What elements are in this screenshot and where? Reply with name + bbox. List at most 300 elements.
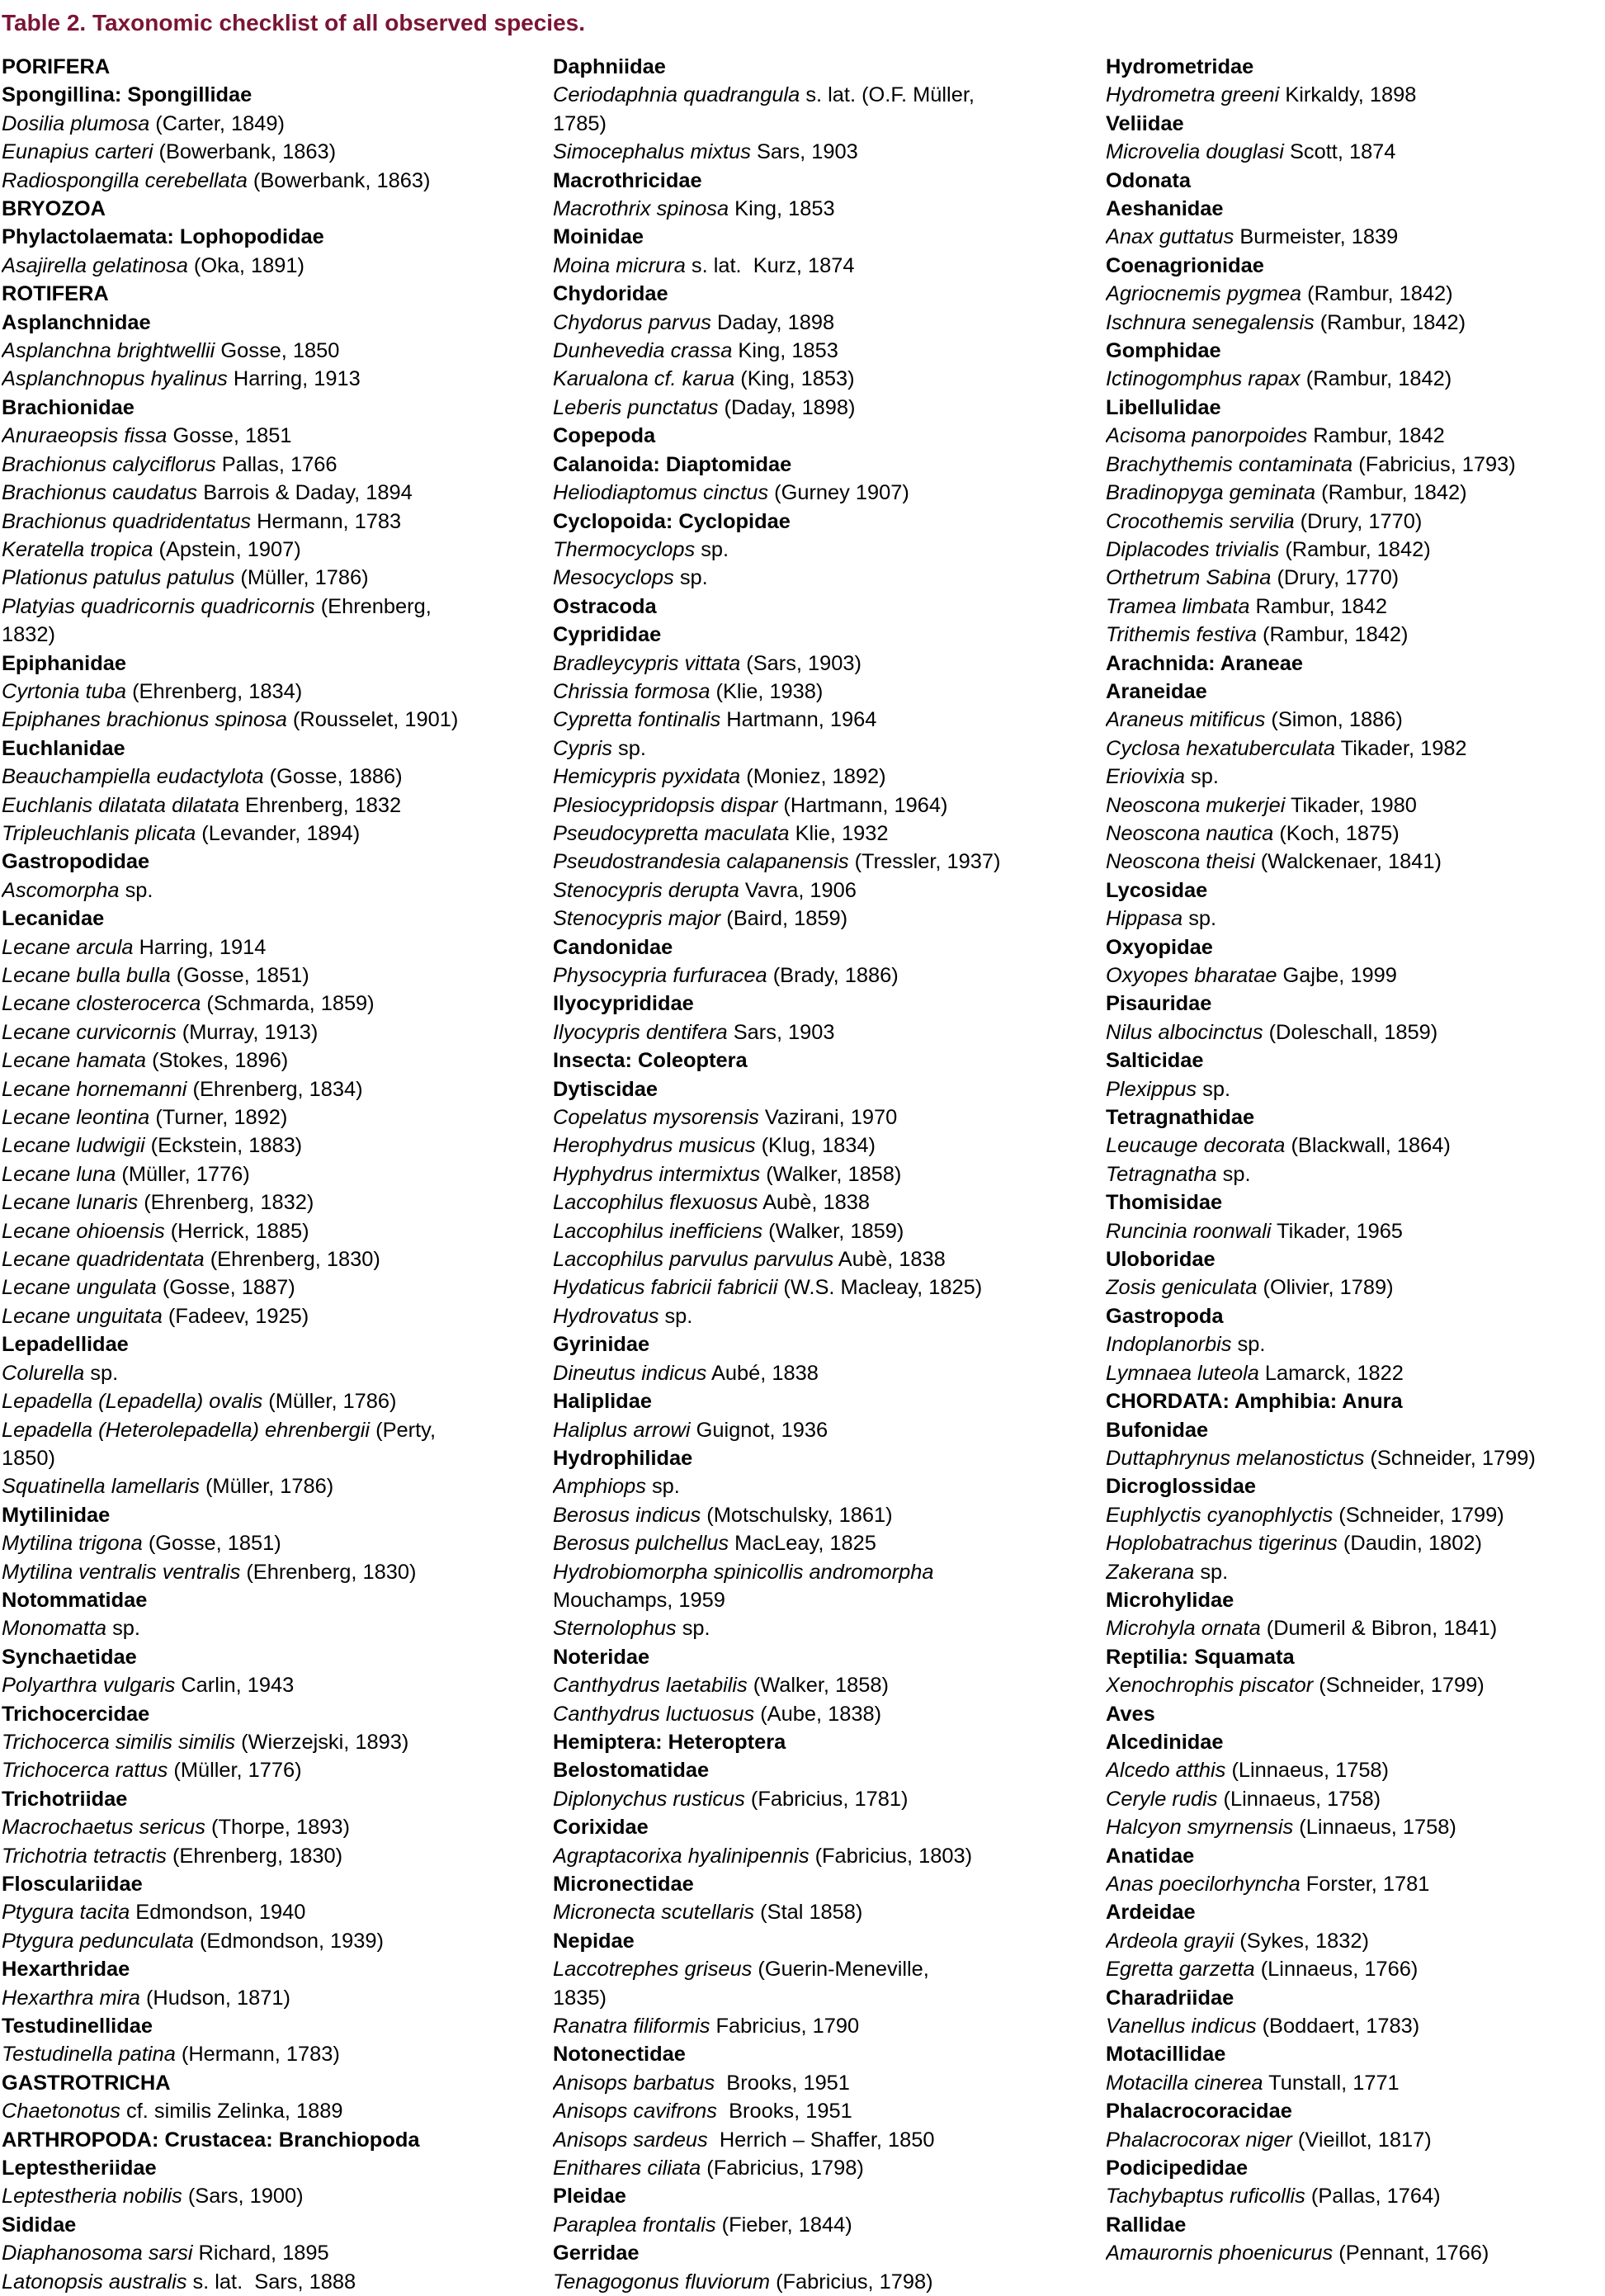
- species-name: Eunapius carteri: [2, 140, 153, 164]
- species-authority: (Levander, 1894): [196, 821, 361, 845]
- species-entry: [553, 1302, 1081, 1330]
- species-name: Ascomorpha: [2, 878, 120, 902]
- species-name: Halcyon smyrnensis: [1106, 1816, 1294, 1840]
- species-authority: (Bowerbank, 1863): [247, 168, 431, 192]
- species-entry: [2, 1160, 530, 1188]
- species-entry: [1106, 621, 1601, 649]
- taxon-heading: Brachionidae: [2, 395, 135, 419]
- species-name: Lecane bulla bulla: [2, 964, 171, 987]
- species-entry: [2, 1273, 530, 1302]
- species-entry: [1106, 1870, 1601, 1898]
- taxon-heading: Ardeidae: [1106, 1901, 1196, 1925]
- species-authority: Barrois & Daday, 1894: [197, 481, 413, 505]
- taxon-heading: Candonidae: [553, 935, 673, 959]
- taxon-heading: Belostomatidae: [553, 1759, 710, 1783]
- species-entry: [553, 1359, 1081, 1387]
- species-name: Ptygura pedunculata: [2, 1929, 194, 1953]
- taxon-heading: Libellulidae: [1106, 395, 1221, 419]
- species-name: Ardeola grayii: [1106, 1929, 1234, 1953]
- species-name: Karualona cf. karua: [553, 367, 735, 391]
- species-authority: (Thorpe, 1893): [205, 1816, 350, 1840]
- species-name: Eriovixia: [1106, 765, 1185, 789]
- species-name: Crocothemis servilia: [1106, 509, 1295, 533]
- species-name: Lecane lunaris: [2, 1191, 139, 1215]
- species-authority: (Daday, 1898): [718, 395, 856, 419]
- species-entry: [2, 1018, 530, 1046]
- species-entry: [2, 451, 530, 479]
- species-authority: (Vieillot, 1817): [1291, 2128, 1432, 2152]
- species-name: Neoscona theisi: [1106, 850, 1255, 874]
- species-authority: (Hartmann, 1964): [777, 793, 948, 817]
- species-entry: [1106, 1444, 1601, 1472]
- species-entry: [2, 365, 530, 393]
- species-entry: [2, 1416, 530, 1444]
- species-name: Dosilia plumosa: [2, 111, 150, 135]
- species-name: Squatinella lamellaris: [2, 1475, 200, 1499]
- species-entry: [553, 1558, 1081, 1586]
- species-name: Pseudostrandesia calapanensis: [553, 850, 849, 874]
- species-authority: (Müller, 1786): [262, 1390, 397, 1414]
- species-name: Sternolophus: [553, 1617, 677, 1641]
- species-authority: (Klie, 1938): [710, 679, 824, 703]
- species-authority: s. lat. Kurz, 1874: [685, 253, 855, 277]
- species-entry: [1106, 1501, 1601, 1529]
- species-authority: sp.: [611, 736, 646, 760]
- species-name: Plationus patulus patulus: [2, 566, 235, 590]
- species-authority: (Drury, 1770): [1294, 509, 1423, 533]
- species-entry: [553, 337, 1081, 365]
- species-name: Epiphanes brachionus spinosa: [2, 708, 287, 732]
- species-entry: [1106, 2239, 1601, 2267]
- taxon-heading: Uloboridae: [1106, 1248, 1216, 1272]
- species-name: Canthydrus luctuosus: [553, 1702, 755, 1726]
- table-caption: Table 2. Taxonomic checklist of all observed species.: [2, 10, 586, 35]
- species-authority: (Motschulsky, 1861): [701, 1503, 893, 1527]
- taxon-heading: Anatidae: [1106, 1844, 1195, 1868]
- taxon-heading: Veliidae: [1106, 111, 1184, 135]
- species-name: Ptygura tacita: [2, 1901, 130, 1925]
- species-authority: (Linnaeus, 1758): [1225, 1759, 1390, 1783]
- taxon-heading: Pisauridae: [1106, 992, 1212, 1016]
- taxon-heading: Dicroglossidae: [1106, 1475, 1257, 1499]
- species-entry: [2, 138, 530, 166]
- species-entry: [2, 1387, 530, 1415]
- taxon-heading: Gastropodidae: [2, 850, 150, 874]
- species-name: Runcinia roonwali: [1106, 1219, 1272, 1243]
- species-entry: [2, 593, 530, 621]
- species-name: Asajirella gelatinosa: [2, 253, 188, 277]
- species-entry: [553, 1671, 1081, 1699]
- species-entry: [553, 706, 1081, 734]
- species-name: Trichocerca similis similis: [2, 1730, 236, 1754]
- species-authority: King, 1853: [732, 339, 838, 363]
- species-authority: sp.: [1184, 765, 1219, 789]
- species-authority: (Sykes, 1832): [1234, 1929, 1369, 1953]
- species-entry: [1106, 1330, 1601, 1358]
- species-authority: (Fabricius, 1798): [701, 2157, 864, 2180]
- taxon-heading: Phalacrocoracidae: [1106, 2100, 1292, 2124]
- species-name: Leucauge decorata: [1106, 1134, 1286, 1158]
- species-authority: (Rambur, 1842): [1300, 367, 1452, 391]
- species-authority: Kirkaldy, 1898: [1279, 83, 1417, 107]
- taxon-heading: Microhylidae: [1106, 1588, 1234, 1612]
- taxon-heading: Trichocercidae: [2, 1702, 150, 1726]
- species-name: Polyarthra vulgaris: [2, 1674, 176, 1698]
- species-entry: [553, 2012, 1081, 2040]
- species-authority: Ehrenberg, 1832: [238, 793, 402, 817]
- species-authority: sp.: [84, 1361, 119, 1385]
- species-entry: [553, 1529, 1081, 1557]
- species-authority: (Hudson, 1871): [139, 1986, 290, 2010]
- taxon-heading: Aves: [1106, 1702, 1155, 1726]
- species-entry: [553, 252, 1081, 280]
- taxon-heading: Nepidae: [553, 1929, 635, 1953]
- species-name: Moina micrura: [553, 253, 686, 277]
- species-name: Laccophilus flexuosus: [553, 1191, 758, 1215]
- species-name: Ranatra filiformis: [553, 2015, 710, 2039]
- species-authority: Sars, 1903: [727, 1020, 835, 1044]
- species-entry: [2, 933, 530, 961]
- species-entry: [553, 1103, 1081, 1131]
- species-entry: [553, 848, 1081, 876]
- species-authority: (Müller, 1786): [199, 1475, 334, 1499]
- species-entry: [2, 2239, 530, 2267]
- taxon-heading: Salticidae: [1106, 1049, 1204, 1073]
- species-authority: (Guerin-Meneville,: [752, 1958, 929, 1982]
- taxon-heading: Hexarthridae: [2, 1958, 130, 1982]
- species-name: Duttaphrynus melanostictus: [1106, 1446, 1365, 1470]
- species-entry: [1106, 422, 1601, 450]
- species-entry: [1106, 1273, 1601, 1302]
- species-name: Motacilla cinerea: [1106, 2071, 1263, 2095]
- species-authority: Vavra, 1906: [739, 878, 857, 902]
- species-entry: [1106, 1558, 1601, 1586]
- taxon-heading: Arachnida: Araneae: [1106, 651, 1303, 675]
- species-name: Egretta garzetta: [1106, 1958, 1255, 1982]
- species-name: Berosus indicus: [553, 1503, 701, 1527]
- species-authority: Harring, 1914: [133, 935, 267, 959]
- species-name: Diaphanosoma sarsi: [2, 2242, 193, 2265]
- species-name: Hippasa: [1106, 907, 1183, 931]
- species-authority: (Gosse, 1887): [156, 1276, 295, 1300]
- species-entry: [2, 1302, 530, 1330]
- taxon-heading: Noteridae: [553, 1645, 650, 1669]
- species-authority: Pallas, 1766: [215, 452, 338, 476]
- species-entry: [2, 1728, 530, 1756]
- species-entry: [553, 536, 1081, 564]
- species-name: Brachionus quadridentatus: [2, 509, 252, 533]
- species-authority: Vazirani, 1970: [758, 1106, 898, 1130]
- species-authority: sp.: [106, 1617, 140, 1641]
- taxon-heading: Phylactolaemata: Lophopodidae: [2, 225, 324, 249]
- species-entry: [2, 1529, 530, 1557]
- species-authority: (Boddaert, 1783): [1256, 2015, 1420, 2039]
- species-entry: [2, 508, 530, 536]
- taxon-heading: Corixidae: [553, 1816, 649, 1840]
- species-authority: (Klug, 1834): [755, 1134, 876, 1158]
- taxon-heading: Hydrometridae: [1106, 55, 1254, 78]
- species-entry: [553, 1217, 1081, 1245]
- species-entry: [2, 2040, 530, 2068]
- species-name: Platyias quadricornis quadricornis: [2, 594, 315, 618]
- species-authority: sp.: [1183, 907, 1217, 931]
- species-authority: (Linnaeus, 1758): [1293, 1816, 1456, 1840]
- species-authority: sp.: [119, 878, 153, 902]
- taxon-heading: Thomisidae: [1106, 1191, 1223, 1215]
- species-authority: Tikader, 1965: [1271, 1219, 1403, 1243]
- species-name: Anisops cavifrons: [553, 2100, 717, 2124]
- taxon-heading: Epiphanidae: [2, 651, 126, 675]
- species-entry: [2, 536, 530, 564]
- species-entry: [2, 706, 530, 734]
- taxon-heading: Flosculariidae: [2, 1873, 143, 1896]
- taxon-heading: Cyclopoida: Cyclopidae: [553, 509, 791, 533]
- species-entry: [2, 337, 530, 365]
- species-entry: [1106, 706, 1601, 734]
- species-entry: [2, 763, 530, 791]
- species-entry: [1106, 593, 1601, 621]
- species-authority: (Sars, 1900): [182, 2185, 304, 2209]
- taxon-heading: Haliplidae: [553, 1390, 652, 1414]
- species-authority: (Schneider, 1799): [1333, 1503, 1504, 1527]
- species-entry: [1106, 365, 1601, 393]
- species-entry: [553, 1245, 1081, 1273]
- species-name: Ictinogomphus rapax: [1106, 367, 1301, 391]
- species-name: Macrochaetus sericus: [2, 1816, 205, 1840]
- taxon-heading: Daphniidae: [553, 55, 666, 78]
- taxon-heading: Ilyocyprididae: [553, 992, 694, 1016]
- species-authority: (W.S. Macleay, 1825): [777, 1276, 983, 1300]
- species-name: Orthetrum Sabina: [1106, 566, 1272, 590]
- species-name: Agriocnemis pygmea: [1106, 282, 1302, 306]
- species-authority: (Gurney 1907): [768, 481, 909, 505]
- species-authority: (Ehrenberg, 1834): [126, 679, 303, 703]
- taxon-heading: Notonectidae: [553, 2043, 686, 2067]
- species-name: Tramea limbata: [1106, 594, 1250, 618]
- species-authority: sp.: [1216, 1162, 1251, 1186]
- taxon-heading: Cyprididae: [553, 623, 662, 647]
- species-entry: [2, 990, 530, 1018]
- species-authority: (Gosse, 1851): [170, 964, 309, 987]
- species-name: Neoscona mukerjei: [1106, 793, 1286, 817]
- species-name: Berosus pulchellus: [553, 1532, 729, 1556]
- species-name: Anuraeopsis fissa: [2, 424, 168, 448]
- taxon-heading: PORIFERA: [2, 55, 111, 78]
- species-entry: [1106, 1955, 1601, 1983]
- species-authority: sp.: [695, 537, 729, 561]
- species-name: Lecane arcula: [2, 935, 134, 959]
- species-name: Tripleuchlanis plicata: [2, 821, 196, 845]
- species-entry: [1106, 1160, 1601, 1188]
- species-entry: [1106, 848, 1601, 876]
- species-name: Alcedo atthis: [1106, 1759, 1226, 1783]
- taxon-heading: Podicipedidae: [1106, 2157, 1249, 2180]
- species-authority: (Bowerbank, 1863): [153, 140, 337, 164]
- taxon-heading: Aeshanidae: [1106, 197, 1224, 221]
- species-name: Beauchampiella eudactylota: [2, 765, 264, 789]
- species-authority: (Gosse, 1851): [142, 1532, 281, 1556]
- species-authority: (Stal 1858): [754, 1901, 863, 1925]
- species-name: Hexarthra mira: [2, 1986, 140, 2010]
- species-entry: [2, 1046, 530, 1075]
- species-entry: [553, 1273, 1081, 1302]
- species-authority: (Müller, 1776): [116, 1162, 250, 1186]
- species-authority: Rambur, 1842: [1249, 594, 1388, 618]
- species-name: Lecane unguitata: [2, 1304, 163, 1328]
- species-entry: [553, 1842, 1081, 1870]
- entry-continuation: 1850): [2, 1446, 55, 1470]
- species-name: Lecane luna: [2, 1162, 116, 1186]
- entry-continuation: 1832): [2, 623, 55, 647]
- species-entry: [2, 2097, 530, 2125]
- species-entry: [1106, 791, 1601, 820]
- species-name: Diplonychus rusticus: [553, 1787, 745, 1811]
- taxon-heading: Hemiptera: Heteroptera: [553, 1730, 786, 1754]
- species-authority: (Gosse, 1886): [263, 765, 403, 789]
- species-authority: King, 1853: [729, 197, 835, 221]
- species-name: Thermocyclops: [553, 537, 696, 561]
- species-name: Hydrometra greeni: [1106, 83, 1280, 107]
- taxon-heading: Rallidae: [1106, 2213, 1187, 2237]
- species-entry: [1106, 138, 1601, 166]
- species-entry: [2, 167, 530, 195]
- entry-continuation: 1785): [553, 111, 607, 135]
- taxon-heading: Spongillina: Spongillidae: [2, 83, 253, 107]
- species-name: Zakerana: [1106, 1560, 1195, 1584]
- species-name: Micronecta scutellaris: [553, 1901, 755, 1925]
- species-authority: (Rambur, 1842): [1279, 537, 1431, 561]
- species-authority: Edmondson, 1940: [130, 1901, 306, 1925]
- species-entry: [1106, 2182, 1601, 2210]
- species-authority: (Edmondson, 1939): [193, 1929, 384, 1953]
- species-name: Macrothrix spinosa: [553, 197, 729, 221]
- species-name: Laccophilus inefficiens: [553, 1219, 763, 1243]
- species-name: Cyrtonia tuba: [2, 679, 127, 703]
- species-name: Microvelia douglasi: [1106, 140, 1284, 164]
- species-name: Laccotrephes griseus: [553, 1958, 753, 1982]
- species-entry: [2, 1756, 530, 1784]
- species-entry: [553, 820, 1081, 848]
- species-authority: (Fieber, 1844): [715, 2213, 852, 2237]
- species-authority: MacLeay, 1825: [729, 1532, 876, 1556]
- species-authority: (Schneider, 1799): [1364, 1446, 1536, 1470]
- taxon-heading: Reptilia: Squamata: [1106, 1645, 1295, 1669]
- species-name: Diplacodes trivialis: [1106, 537, 1280, 561]
- species-name: Brachionus calyciflorus: [2, 452, 216, 476]
- species-name: Hydrovatus: [553, 1304, 659, 1328]
- species-authority: Lamarck, 1822: [1258, 1361, 1404, 1385]
- species-name: Leptestheria nobilis: [2, 2185, 182, 2209]
- species-name: Lecane hornemanni: [2, 1077, 187, 1101]
- species-authority: (Walker, 1858): [760, 1162, 902, 1186]
- species-entry: [553, 763, 1081, 791]
- species-name: Lepadella (Heterolepadella) ehrenbergii: [2, 1418, 371, 1442]
- species-entry: [553, 961, 1081, 990]
- species-authority: Brooks, 1951: [715, 2071, 850, 2095]
- species-authority: (Ehrenberg, 1830): [166, 1844, 343, 1868]
- species-authority: (Fadeev, 1925): [162, 1304, 309, 1328]
- species-name: Lecane ohioensis: [2, 1219, 165, 1243]
- species-authority: (Ehrenberg, 1834): [186, 1077, 363, 1101]
- taxon-heading: Ostracoda: [553, 594, 657, 618]
- species-authority: (Drury, 1770): [1271, 566, 1400, 590]
- species-entry: [553, 735, 1081, 763]
- species-authority: (Olivier, 1789): [1257, 1276, 1394, 1300]
- taxon-heading: Gyrinidae: [553, 1333, 650, 1357]
- species-entry: [1106, 1785, 1601, 1813]
- species-name: Euphlyctis cyanophlyctis: [1106, 1503, 1334, 1527]
- species-entry: [2, 479, 530, 507]
- species-authority: (Ehrenberg, 1830): [240, 1560, 417, 1584]
- species-entry: [553, 394, 1081, 422]
- species-name: Mytilina ventralis ventralis: [2, 1560, 241, 1584]
- species-name: Lepadella (Lepadella) ovalis: [2, 1390, 263, 1414]
- species-authority: sp.: [659, 1304, 693, 1328]
- species-entry: [553, 1614, 1081, 1642]
- species-name: Cypris: [553, 736, 612, 760]
- species-name: Plexippus: [1106, 1077, 1197, 1101]
- species-name: Stenocypris major: [553, 907, 721, 931]
- species-entry: [553, 1501, 1081, 1529]
- species-entry: [2, 1188, 530, 1217]
- species-name: Cyclosa hexatuberculata: [1106, 736, 1336, 760]
- species-name: Anisops barbatus: [553, 2071, 715, 2095]
- species-name: Bradinopyga geminata: [1106, 481, 1316, 505]
- taxon-heading: Charadriidae: [1106, 1986, 1234, 2010]
- species-name: Tachybaptus ruficollis: [1106, 2185, 1305, 2209]
- species-entry: [1106, 1359, 1601, 1387]
- species-entry: [1106, 735, 1601, 763]
- taxon-heading: GASTROTRICHA: [2, 2071, 171, 2095]
- taxon-heading: Lepadellidae: [2, 1333, 129, 1357]
- species-name: Tenagogonus fluviorum: [553, 2270, 771, 2294]
- species-name: Lecane ungulata: [2, 1276, 157, 1300]
- species-entry: [2, 1359, 530, 1387]
- species-authority: (Aube, 1838): [754, 1702, 882, 1726]
- species-entry: [1106, 1671, 1601, 1699]
- species-authority: Tikader, 1980: [1285, 793, 1417, 817]
- species-name: Latonopsis australis: [2, 2270, 187, 2294]
- species-entry: [1106, 280, 1601, 308]
- species-name: Keratella tropica: [2, 537, 153, 561]
- species-entry: [553, 309, 1081, 337]
- species-entry: [553, 2154, 1081, 2182]
- species-authority: (Ehrenberg, 1830): [204, 1248, 380, 1272]
- species-authority: Gosse, 1850: [215, 339, 340, 363]
- species-authority: (Fabricius, 1803): [809, 1844, 973, 1868]
- taxon-heading: Gastropoda: [1106, 1304, 1224, 1328]
- species-entry: [1106, 2126, 1601, 2154]
- species-authority: Daday, 1898: [710, 310, 835, 334]
- species-name: Indoplanorbis: [1106, 1333, 1232, 1357]
- species-authority: (Rambur, 1842): [1314, 310, 1466, 334]
- species-authority: Gajbe, 1999: [1277, 964, 1397, 987]
- species-authority: Fabricius, 1790: [710, 2015, 860, 2039]
- species-name: Ceryle rudis: [1106, 1787, 1218, 1811]
- species-name: Amphiops: [553, 1475, 646, 1499]
- species-entry: [553, 81, 1081, 109]
- taxon-heading: Coenagrionidae: [1106, 253, 1264, 277]
- species-authority: Gosse, 1851: [167, 424, 292, 448]
- species-entry: [2, 961, 530, 990]
- species-entry: [553, 791, 1081, 820]
- species-entry: [2, 1842, 530, 1870]
- species-authority: Guignot, 1936: [690, 1418, 828, 1442]
- species-entry: [553, 2268, 1081, 2296]
- species-entry: [2, 2268, 530, 2296]
- species-name: Oxyopes bharatae: [1106, 964, 1277, 987]
- species-entry: [553, 1700, 1081, 1728]
